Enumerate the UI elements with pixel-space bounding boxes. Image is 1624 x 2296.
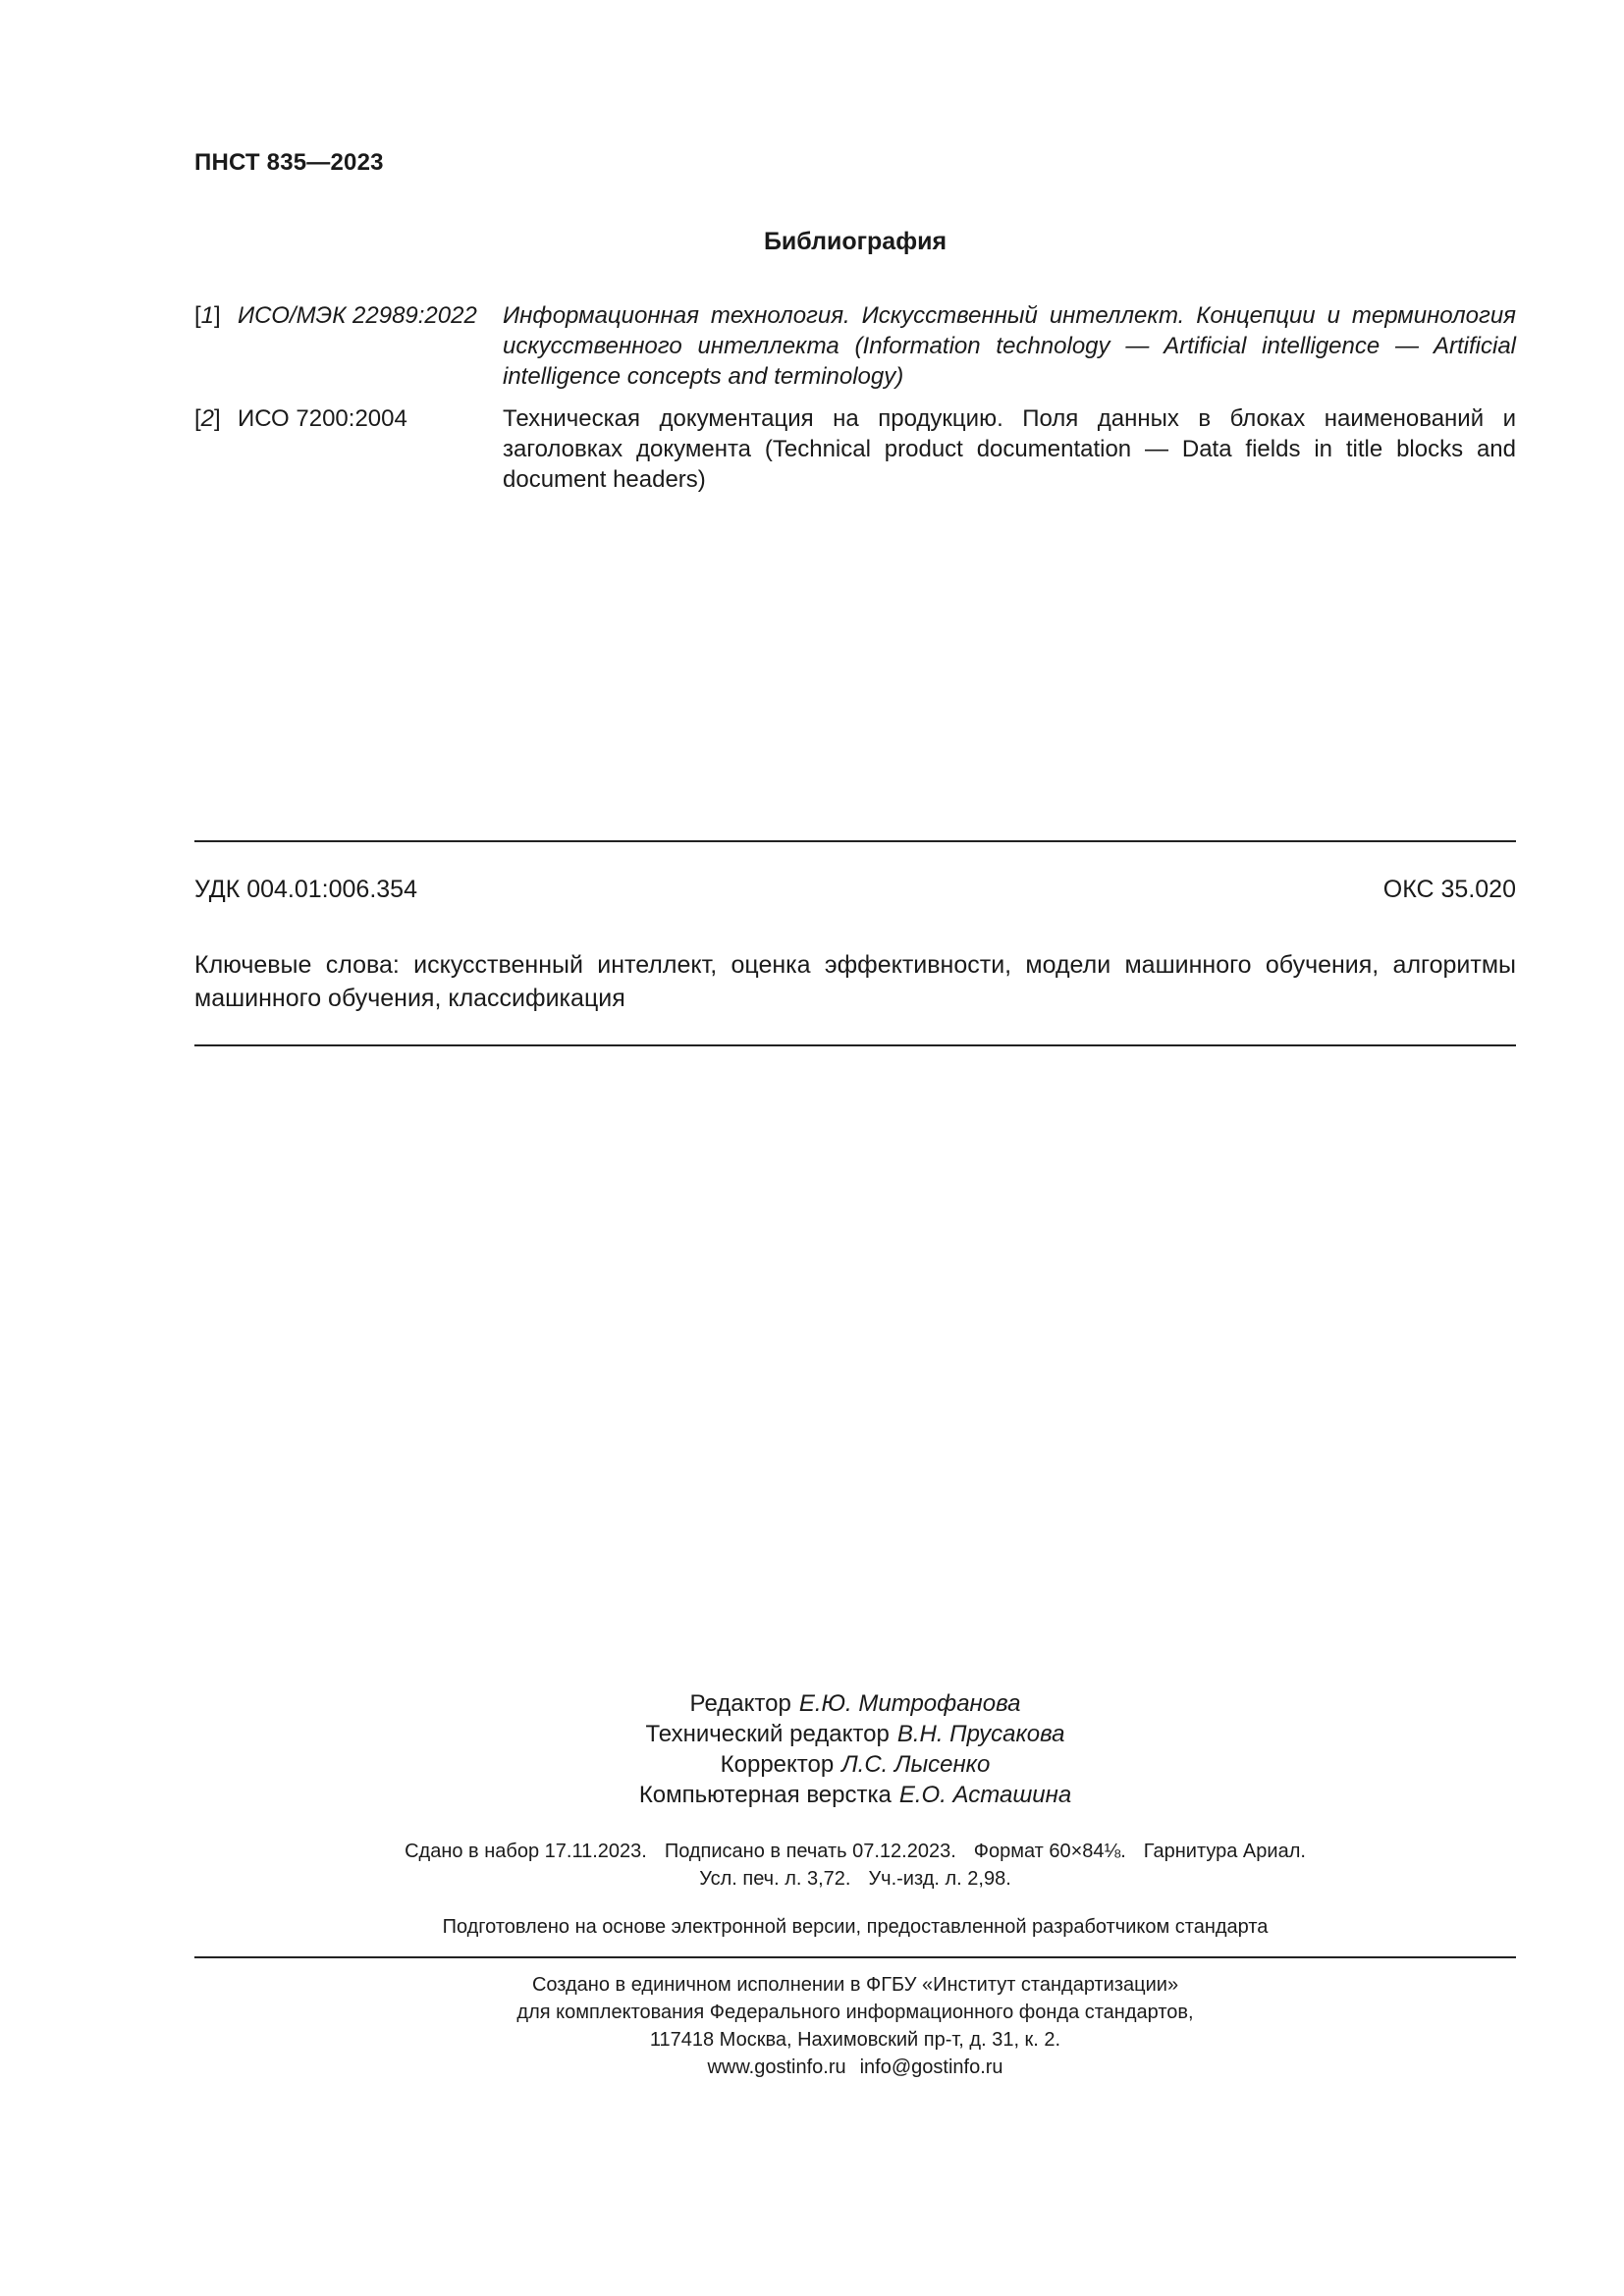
document-code: ПНСТ 835—2023 xyxy=(194,149,384,176)
print-sheets: Усл. печ. л. 3,72. xyxy=(699,1868,851,1890)
email-link[interactable]: info@gostinfo.ru xyxy=(859,2056,1003,2078)
entry-title: Техническая документация на продукцию. Поля данных в блоках наименований и заголовках документа (Technical product documentation — Data fields in title blocks and document headers) xyxy=(503,405,1516,493)
prepared-note: Подготовлено на основе электронной версии, предоставленной разработчиком стандарта xyxy=(442,1916,1269,1938)
signed-date: Подписано в печать 07.12.2023. xyxy=(664,1841,956,1862)
staff-name: В.Н. Прусакова xyxy=(896,1721,1065,1747)
entry-title: Информационная технология. Искусственный интеллект. Концепции и терминология искусственного интеллекта (Information technology — Artificial intelligence — Artificial intelligence concepts and terminology) xyxy=(503,302,1516,390)
staff-name: Л.С. Лысенко xyxy=(841,1751,991,1778)
print-info-line xyxy=(194,1865,1516,1893)
udk-code: УДК 004.01:006.354 xyxy=(194,876,417,903)
staff-name: Е.О. Асташина xyxy=(898,1782,1072,1808)
staff-line xyxy=(194,1749,1516,1780)
bibliography-list xyxy=(194,300,1516,507)
typeface: Гарнитура Ариал. xyxy=(1143,1841,1306,1862)
staff-role: Компьютерная верстка xyxy=(638,1782,892,1808)
publisher-footer xyxy=(194,1971,1516,2081)
staff-role: Технический редактор xyxy=(645,1721,890,1747)
footer-line: 117418 Москва, Нахимовский пр-т, д. 31, к. 2. xyxy=(649,2029,1061,2051)
entry-reference: ИСО/МЭК 22989:2022 xyxy=(238,302,477,329)
entry-number: [1] xyxy=(194,302,221,329)
print-info-line xyxy=(194,1838,1516,1865)
print-info xyxy=(194,1838,1516,1893)
divider xyxy=(194,840,1516,842)
bibliography-title: Библиография xyxy=(763,228,947,255)
bibliography-entry xyxy=(194,300,1516,392)
entry-reference: ИСО 7200:2004 xyxy=(238,405,407,432)
entry-number: [2] xyxy=(194,405,221,432)
footer-contacts xyxy=(194,2054,1516,2081)
bibliography-entry xyxy=(194,403,1516,495)
staff-credits xyxy=(194,1688,1516,1810)
submitted-date: Сдано в набор 17.11.2023. xyxy=(405,1841,647,1862)
oks-code: ОКС 35.020 xyxy=(1382,876,1516,903)
staff-line xyxy=(194,1688,1516,1719)
footer-line: для комплектования Федерального информационного фонда стандартов, xyxy=(516,2002,1194,2023)
footer-line: Создано в единичном исполнении в ФГБУ «Институт стандартизации» xyxy=(531,1974,1179,1996)
website-link[interactable]: www.gostinfo.ru xyxy=(707,2056,846,2078)
staff-line xyxy=(194,1719,1516,1749)
divider xyxy=(194,1044,1516,1046)
staff-role: Корректор xyxy=(720,1751,835,1778)
publisher-sheets: Уч.-изд. л. 2,98. xyxy=(868,1868,1011,1890)
staff-role: Редактор xyxy=(689,1690,791,1717)
paper-format: Формат 60×84⅛. xyxy=(973,1841,1126,1862)
staff-line xyxy=(194,1780,1516,1810)
staff-name: Е.Ю. Митрофанова xyxy=(798,1690,1021,1717)
divider xyxy=(194,1956,1516,1958)
keywords: Ключевые слова: искусственный интеллект, оценка эффективности, модели машинного обучения, алгоритмы машинного обучения, классификация xyxy=(194,951,1516,1012)
